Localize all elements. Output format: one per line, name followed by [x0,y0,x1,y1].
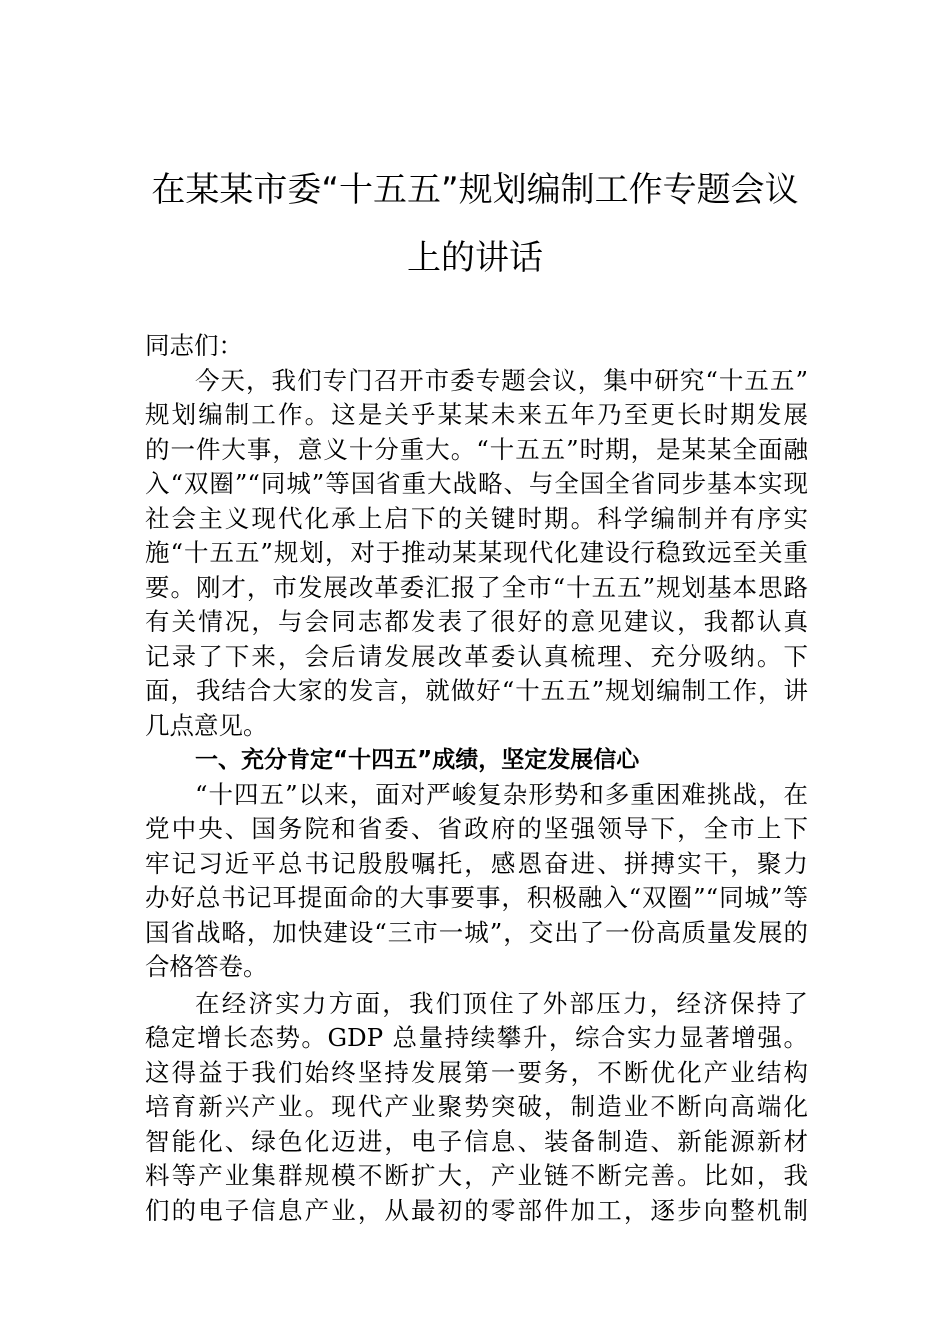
paragraph-line: “十四五”以来，面对严峻复杂形势和多重困难挑战，在 [195,779,808,809]
paragraph-achievements [145,778,808,985]
section-heading-1: 一、充分肯定“十四五”成绩，坚定发展信心 [195,747,640,773]
paragraph-economic-strength [145,987,808,1229]
paragraph-line: 的一件大事，意义十分重大。“十五五”时期，是某某全面融 [145,434,808,464]
paragraph-line: 办好总书记耳提面命的大事要事，积极融入“双圈”“同城”等 [145,883,808,912]
paragraph-line: 记录了下来，会后请发展改革委认真梳理、充分吸纳。下 [145,641,808,671]
paragraph-introduction [145,364,808,744]
document-title-line-1: 在某某市委“十五五”规划编制工作专题会议 [151,170,799,210]
paragraph-line: 培育新兴产业。现代产业聚势突破，制造业不断向高端化 [145,1092,808,1121]
paragraph-line: 党中央、国务院和省委、省政府的坚强领导下，全市上下 [145,814,808,843]
paragraph-line: 施“十五五”规划，对于推动某某现代化建设行稳致远至关重 [145,538,808,567]
paragraph-line: 这得益于我们始终坚持发展第一要务，不断优化产业结构 [145,1057,808,1087]
paragraph-line: 牢记习近平总书记殷殷嘱托，感恩奋进、拼搏实干，聚力 [145,848,808,878]
paragraph-line: 稳定增长态势。GDP 总量持续攀升，综合实力显著增强。 [145,1023,808,1052]
paragraph-line: 要。刚才，市发展改革委汇报了全市“十五五”规划基本思路 [145,572,808,602]
paragraph-line: 面，我结合大家的发言，就做好“十五五”规划编制工作，讲 [145,676,808,705]
paragraph-line: 国省战略，加快建设“三市一城”，交出了一份高质量发展的 [145,917,808,947]
paragraph-line: 社会主义现代化承上启下的关键时期。科学编制并有序实 [145,503,808,533]
paragraph-line: 入“双圈”“同城”等国省重大战略、与全国全省同步基本实现 [145,469,808,498]
paragraph-line: 几点意见。 [145,710,268,740]
paragraph-line: 智能化、绿色化迈进，电子信息、装备制造、新能源新材 [145,1126,808,1156]
document-title-line-2: 上的讲话 [407,238,543,278]
paragraph-line: 合格答卷。 [145,952,268,981]
document-body [145,329,808,1228]
paragraph-line: 们的电子信息产业，从最初的零部件加工，逐步向整机制 [145,1195,808,1225]
paragraph-line: 有关情况，与会同志都发表了很好的意见建议，我都认真 [145,607,808,636]
paragraph-line: 料等产业集群规模不断扩大，产业链不断完善。比如，我 [145,1161,808,1190]
paragraph-line: 规划编制工作。这是关乎某某未来五年乃至更长时期发展 [145,400,808,429]
salutation: 同志们： [145,331,243,360]
paragraph-line: 今天，我们专门召开市委专题会议，集中研究“十五五” [195,365,808,395]
paragraph-line: 在经济实力方面，我们顶住了外部压力，经济保持了 [195,988,808,1018]
